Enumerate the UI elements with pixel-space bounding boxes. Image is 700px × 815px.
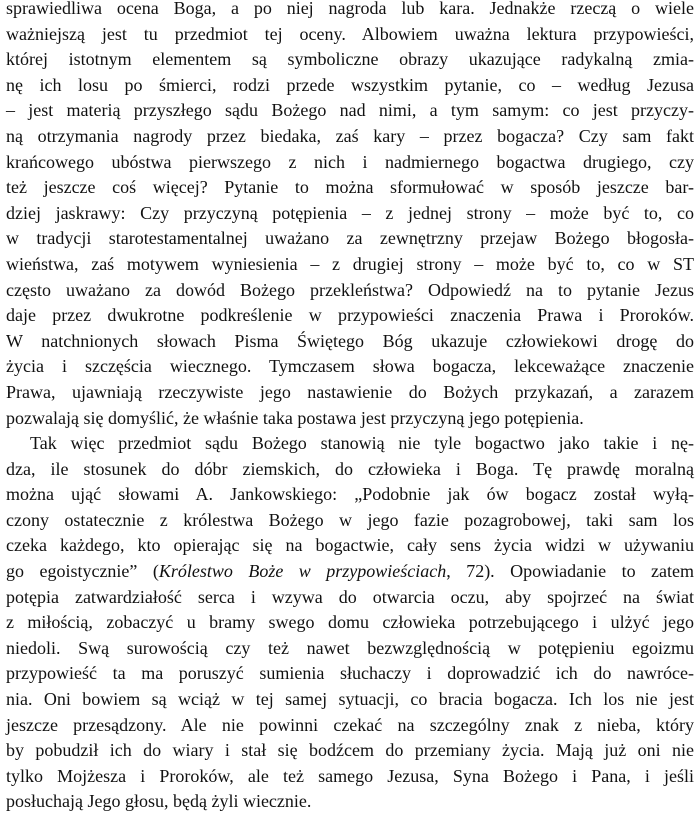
citation-title: Królestwo Boże w przypowieściach xyxy=(158,561,447,582)
text-line: ważniejszą jest tu przedmiot tej oceny. Albowiem uważna lektura przypowieści, xyxy=(6,23,694,44)
text-line-with-citation xyxy=(6,559,694,585)
text-line: krańcowego ubóstwa pierwszego z nich i nadmiernego bogactwa drugiego, czy xyxy=(6,151,694,172)
text-line: czony ostatecznie z królestwa Bożego w jego fazie pozagrobowej, taki sam los xyxy=(6,509,694,530)
citation-after: , 72). Opowiadanie to zatem xyxy=(446,561,694,582)
text-line: nę ich losu po śmierci, rodzi przede wszystkim pytanie, co – według Jezusa xyxy=(6,74,694,95)
text-line: życia i szczęścia wiecznego. Tymczasem słowa bogacza, lekceważące znaczenie xyxy=(6,356,694,377)
text-line: też jeszcze coś więcej? Pytanie to można sformułować w sposób jeszcze bar- xyxy=(6,177,694,198)
text-line: w tradycji starotestamentalnej uważano za zewnętrzny przejaw Bożego błogosła- xyxy=(6,228,694,249)
text-line: jeszcze przesądzony. Ale nie powinni czekać na szczególny znak z nieba, który xyxy=(6,714,694,735)
text-line: posłuchają Jego głosu, będą żyli wiecznie. xyxy=(6,791,312,812)
text-line: można ująć słowami A. Jankowskiego: „Podobnie jak ów bogacz został wyłą- xyxy=(6,484,694,505)
text-line: nia. Oni bowiem są wciąż w tej samej sytuacji, co bracia bogacza. Ich los nie jest xyxy=(6,689,694,710)
text-line: W natchnionych słowach Pisma Świętego Bóg ukazuje człowiekowi drogę do xyxy=(6,330,694,351)
text-line: ną otrzymania nagrody przez biedaka, zaś kary – przez bogacza? Czy sam fakt xyxy=(6,125,694,146)
text-line: dziej jaskrawy: Czy przyczyną potępienia – z jednej strony – może być to, co xyxy=(6,202,694,223)
text-line: potępia zatwardziałość serca i wzywa do otwarcia oczu, aby spojrzeć na świat xyxy=(6,586,694,607)
text-line: Prawa, ujawniają rzeczywiste jego nastawienie do Bożych przykazań, a zarazem xyxy=(6,381,694,402)
text-line: pozwalają się domyślić, że właśnie taka postawa jest przyczyną jego potępienia. xyxy=(6,407,584,428)
text-line: daje przez dwukrotne podkreślenie w przypowieści znaczenia Prawa i Proroków. xyxy=(6,305,694,326)
paragraph-2 xyxy=(6,431,694,815)
text-line: by pobudził ich do wiary i stał się bodźcem do przemiany życia. Mają już oni nie xyxy=(6,740,694,761)
text-line: której istotnym elementem są symboliczne obrazy ukazujące radykalną zmia- xyxy=(6,49,694,70)
text-line: sprawiedliwa ocena Boga, a po niej nagroda lub kara. Jednakże rzeczą o wiele xyxy=(6,0,694,18)
text-line: z miłością, zobaczyć u bramy swego domu człowieka potrzebującego i ulżyć jego xyxy=(6,612,694,633)
citation-before: go egoistycznie” ( xyxy=(6,561,159,582)
text-line: dza, ile stosunek do dóbr ziemskich, do człowieka i Boga. Tę prawdę moralną xyxy=(6,458,694,479)
text-line: tylko Mojżesza i Proroków, ale też samego Jezusa, Syna Bożego i Pana, i jeśli xyxy=(6,765,694,786)
text-line: wieństwa, zaś motywem wyniesienia – z drugiej strony – może być to, co w ST xyxy=(6,253,694,274)
paragraph-1 xyxy=(6,0,694,431)
text-line: Tak więc przedmiot sądu Bożego stanowią nie tyle bogactwo jako takie i nę- xyxy=(30,433,694,454)
text-line: czeka każdego, kto opierając się na bogactwie, cały sens życia widzi w używaniu xyxy=(6,535,694,556)
text-line: niedoli. Swą surowością czy też nawet bezwzględnością w potępieniu egoizmu xyxy=(6,637,694,658)
text-line: – jest materią przyszłego sądu Bożego nad nimi, a tym samym: co jest przyczy- xyxy=(6,100,694,121)
text-line: często uważano za dowód Bożego przekleństwa? Odpowiedź na to pytanie Jezus xyxy=(6,279,694,300)
text-line: przypowieść ta ma poruszyć sumienia słuchaczy i doprowadzić ich do nawróce- xyxy=(6,663,694,684)
